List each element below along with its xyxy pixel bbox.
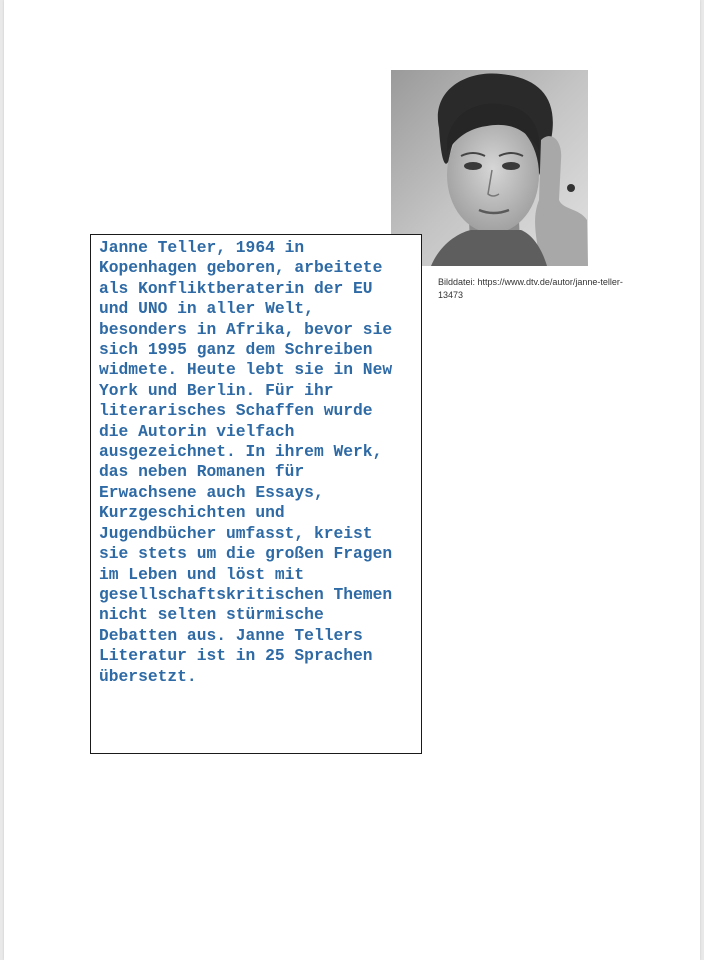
bio-line: sie stets um die großen Fragen — [99, 544, 393, 564]
bio-line: besonders in Afrika, bevor sie — [99, 319, 393, 339]
bio-line: York und Berlin. Für ihr — [99, 380, 334, 400]
bio-line: die Autorin vielfach — [99, 421, 295, 441]
bio-line: im Leben und löst mit — [99, 564, 305, 584]
bio-line: sich 1995 ganz dem Schreiben — [99, 340, 373, 360]
document-page — [4, 0, 700, 960]
bio-line: Literatur ist in 25 Sprachen — [99, 646, 373, 666]
bio-line: Debatten aus. Janne Tellers — [99, 625, 363, 645]
bio-line: das neben Romanen für — [99, 462, 305, 482]
bio-line: nicht selten stürmische — [99, 605, 324, 625]
bio-line: als Konfliktberaterin der EU — [99, 278, 373, 298]
bio-line: und UNO in aller Welt, — [99, 299, 314, 319]
bio-line: widmete. Heute lebt sie in New — [99, 360, 393, 380]
bio-line: übersetzt. — [99, 666, 197, 686]
author-bio-text — [99, 238, 417, 687]
bio-line: Kopenhagen geboren, arbeitete — [99, 258, 383, 278]
bio-line: Erwachsene auch Essays, — [99, 482, 324, 502]
bio-line: ausgezeichnet. In ihrem Werk, — [99, 442, 383, 462]
bio-line: literarisches Schaffen wurde — [99, 401, 373, 421]
bio-line: Janne Teller, 1964 in — [99, 238, 305, 257]
bio-line: Kurzgeschichten und — [99, 503, 285, 523]
author-bio-box — [90, 234, 422, 754]
photo-caption: Bilddatei: https://www.dtv.de/autor/janne-teller-13473 — [438, 277, 623, 300]
bio-line: Jugendbücher umfasst, kreist — [99, 523, 373, 543]
bio-line: gesellschaftskritischen Themen — [99, 584, 393, 604]
